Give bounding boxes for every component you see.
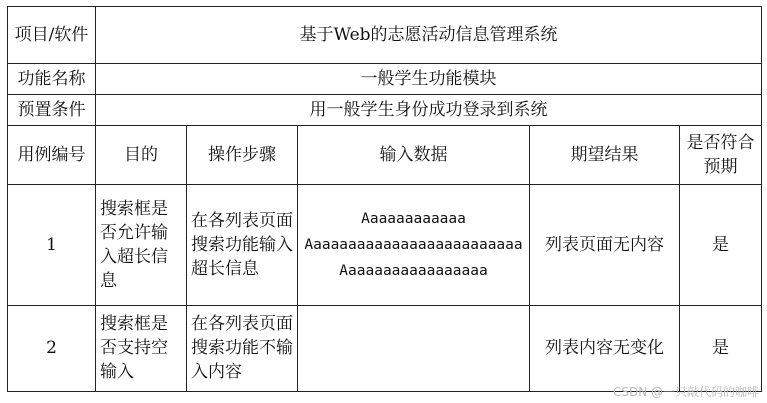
function-value: 一般学生功能模块 bbox=[96, 64, 762, 95]
precondition-value: 用一般学生身份成功登录到系统 bbox=[96, 95, 762, 126]
case-id-cell: 1 bbox=[8, 185, 96, 306]
column-header-row bbox=[8, 125, 762, 184]
column-header-purpose: 目的 bbox=[96, 125, 187, 184]
conforms-cell: 是 bbox=[680, 305, 762, 391]
column-header-conforms: 是否符合预期 bbox=[680, 125, 762, 184]
purpose-cell: 搜索框是否支持空输入 bbox=[96, 305, 187, 391]
expected-result-cell: 列表内容无变化 bbox=[530, 305, 680, 391]
table-row bbox=[8, 185, 762, 306]
steps-cell: 在各列表页面搜索功能不输入内容 bbox=[187, 305, 298, 391]
input-data-line: Aaaaaaaaaaaa bbox=[361, 211, 466, 228]
input-data-line: Aaaaaaaaaaaaaaaaa bbox=[339, 263, 488, 280]
input-data-line: Aaaaaaaaaaaaaaaaaaaaaaaaa bbox=[304, 237, 523, 254]
steps-cell: 在各列表页面搜索功能输入超长信息 bbox=[187, 185, 298, 306]
test-case-table bbox=[7, 6, 762, 392]
column-header-steps: 操作步骤 bbox=[187, 125, 298, 184]
expected-result-cell: 列表页面无内容 bbox=[530, 185, 680, 306]
column-header-case-id: 用例编号 bbox=[8, 125, 96, 184]
table-row bbox=[8, 305, 762, 391]
conforms-cell: 是 bbox=[680, 185, 762, 306]
precondition-row bbox=[8, 95, 762, 126]
function-row bbox=[8, 64, 762, 95]
column-header-input: 输入数据 bbox=[298, 125, 530, 184]
watermark: CSDN @一只敲代码的咖啡 bbox=[612, 385, 759, 399]
case-id-cell: 2 bbox=[8, 305, 96, 391]
function-label: 功能名称 bbox=[8, 64, 96, 95]
column-header-expected: 期望结果 bbox=[530, 125, 680, 184]
project-row bbox=[8, 7, 762, 64]
purpose-cell: 搜索框是否允许输入超长信息 bbox=[96, 185, 187, 306]
precondition-label: 预置条件 bbox=[8, 95, 96, 126]
project-label: 项目/软件 bbox=[8, 7, 96, 64]
input-data-cell bbox=[298, 305, 530, 391]
project-value: 基于Web的志愿活动信息管理系统 bbox=[96, 7, 762, 64]
input-data-cell bbox=[298, 185, 530, 306]
